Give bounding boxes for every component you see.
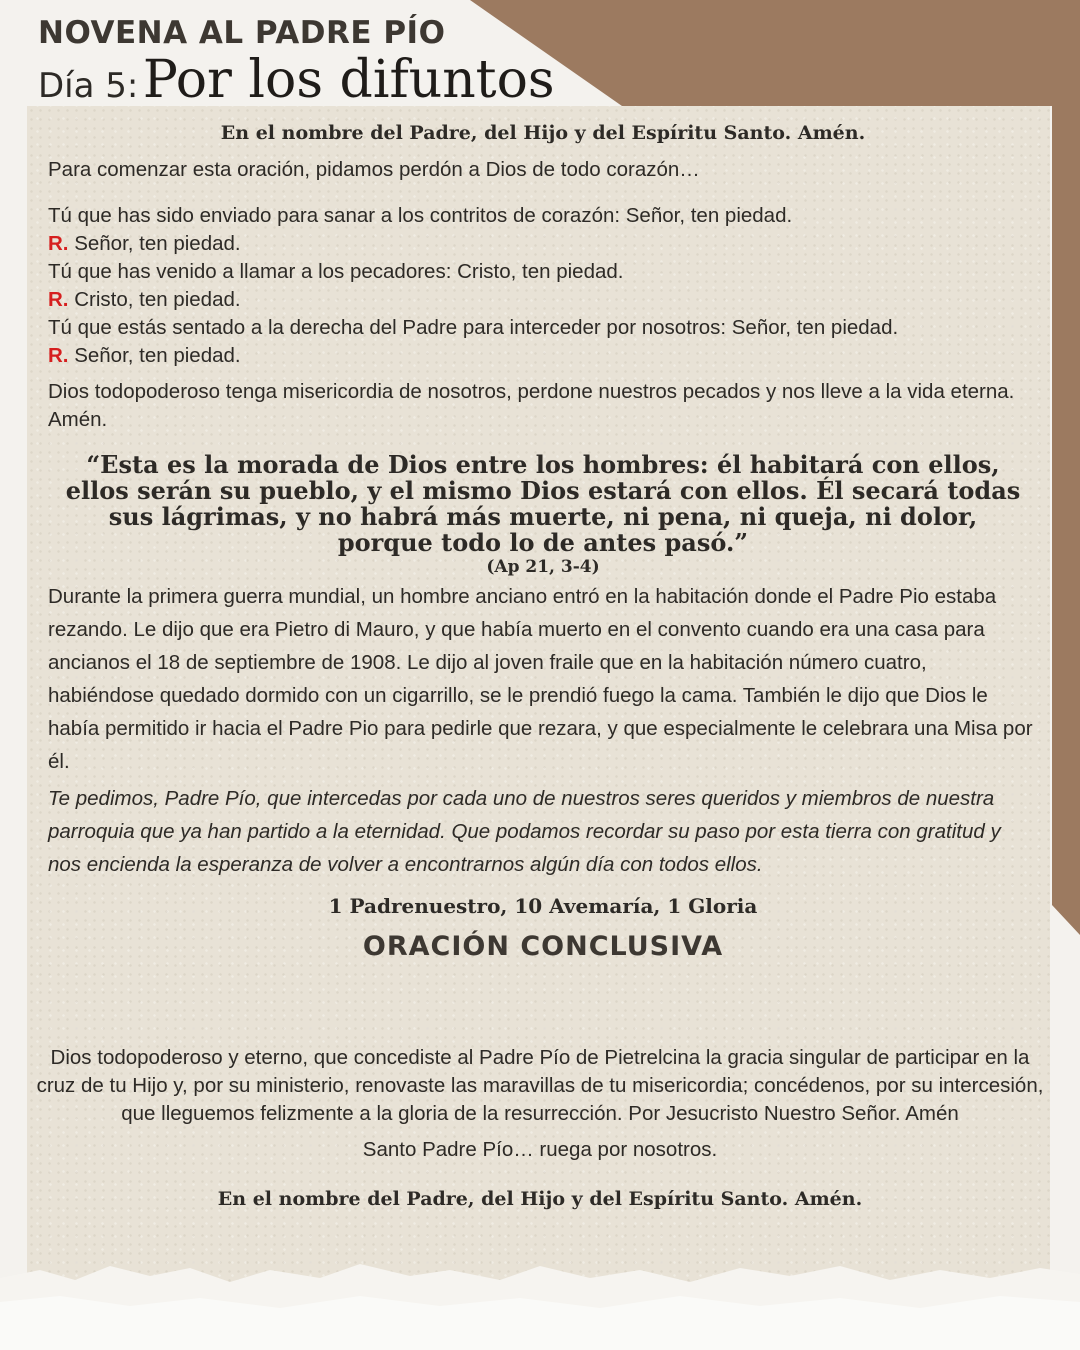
scripture-quote: “Esta es la morada de Dios entre los hombres: él habitará con ellos, ellos serán su pueblo, y el mismo Dios estará con ellos. Él secará todas sus lágrimas, y no habrá más muerte, ni pena, ni queja, ni dolor, porque todo lo de antes pasó.” <box>65 450 1021 557</box>
response-marker: R. <box>48 232 69 255</box>
prayer-content <box>48 118 1038 969</box>
story-text: Durante la primera guerra mundial, un hombre anciano entró en la habitación donde el Padre Pio estaba rezando. Le dijo que era Pietro di Mauro, y que había muerto en el convento cuando era una casa para ancianos el 18 de septiembre de 1908. Le dijo al joven fraile que en la habitación número cuatro, habiéndose quedado dormido con un cigarrillo, se le prendió fuego la cama. También le dijo que Dios le había permitido ir hacia el Padre Pio para pedirle que rezara, y que especialmente le celebrara una Misa por él. <box>48 585 1033 773</box>
litany-response <box>48 286 1038 314</box>
response-text: Cristo, ten piedad. <box>68 288 241 311</box>
torn-paper-edge <box>0 1240 1080 1350</box>
litany <box>48 202 1038 370</box>
day-subject: Por los difuntos <box>142 50 555 110</box>
litany-invocation: Tú que has sido enviado para sanar a los contritos de corazón: Señor, ten piedad. <box>48 204 793 227</box>
closing-sign-of-cross: En el nombre del Padre, del Hijo y del Espíritu Santo. Amén. <box>217 1188 863 1210</box>
petition-text: Te pedimos, Padre Pío, que intercedas por cada uno de nuestros seres queridos y miembros de nuestra parroquia que ya han partido a la eternidad. Que podamos recordar su paso por esta tierra con gratitud y nos encienda la esperanza de volver a encontrarnos algún día con todos ellos. <box>48 787 1001 876</box>
prayers-count: 1 Padrenuestro, 10 Avemaría, 1 Gloria <box>328 894 758 918</box>
conclusion-block <box>36 1044 1044 1214</box>
litany-invocation: Tú que has venido a llamar a los pecadores: Cristo, ten piedad. <box>48 260 624 283</box>
day-number: Día 5: <box>38 66 139 106</box>
opening-sign-of-cross: En el nombre del Padre, del Hijo y del Espíritu Santo. Amén. <box>220 122 866 144</box>
absolution-text: Dios todopoderoso tenga misericordia de nosotros, perdone nuestros pecados y nos lleve a la vida eterna. Amén. <box>48 380 1015 431</box>
response-text: Señor, ten piedad. <box>68 344 241 367</box>
litany-response <box>48 342 1038 370</box>
intro-text: Para comenzar esta oración, pidamos perdón a Dios de todo corazón… <box>48 158 700 181</box>
response-marker: R. <box>48 288 69 311</box>
conclusion-title: ORACIÓN CONCLUSIVA <box>362 931 724 962</box>
litany-invocation: Tú que estás sentado a la derecha del Padre para interceder por nosotros: Señor, ten piedad. <box>48 316 899 339</box>
day-line <box>38 52 555 121</box>
litany-response <box>48 230 1038 258</box>
conclusion-prayer: Dios todopoderoso y eterno, que concediste al Padre Pío de Pietrelcina la gracia singular de participar en la cruz de tu Hijo y, por su ministerio, renovaste las maravillas de tu misericordia; concédenos, por su intercesión, que lleguemos felizmente a la gloria de la resurrección. Por Jesucristo Nuestro Señor. Amén <box>36 1046 1044 1125</box>
scripture-citation: (Ap 21, 3-4) <box>486 557 600 577</box>
response-text: Señor, ten piedad. <box>68 232 241 255</box>
novena-title: NOVENA AL PADRE PÍO <box>38 15 446 51</box>
response-marker: R. <box>48 344 69 367</box>
final-invocation: Santo Padre Pío… ruega por nosotros. <box>362 1138 718 1161</box>
page-header <box>38 14 555 121</box>
